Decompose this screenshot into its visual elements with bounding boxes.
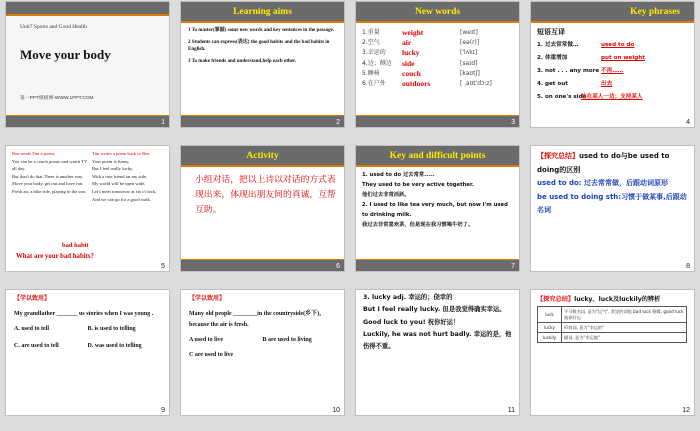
word-english: weight [402, 28, 424, 37]
options-row [14, 341, 161, 352]
word-chinese: 1.重量 [362, 29, 380, 36]
poem-line: But don't do that.There is another way. [12, 173, 84, 179]
slide-8-thumbnail[interactable] [530, 145, 695, 272]
summary-line-text: used to do与be used to doing的区别 [537, 152, 670, 174]
slide-top-band [6, 2, 169, 16]
phrase-question: 5. on one's side [537, 94, 587, 100]
exercise-tag: 【学以致用】 [189, 296, 226, 302]
activity-text: 小组对话，把以上诗以对话的方式表现出来，体现出朋友间的真诚，互帮互助。 [195, 175, 336, 215]
word-chinese: 2.空气 [362, 39, 380, 47]
word-english: side [402, 58, 415, 68]
word-english: couch [402, 68, 421, 78]
slide-number: 1 [161, 119, 165, 126]
phrase-answer: 不再…… [601, 68, 624, 74]
phrase-answer: 站在某人一边；支持某人 [581, 94, 643, 100]
word-phonetic: [saɪd] [460, 59, 478, 67]
poem-line: Let's meet tomorrow at six o'clock, [92, 188, 157, 194]
slide-footer-band [181, 259, 344, 271]
phrase-question: 4. get out [537, 81, 568, 87]
exercise [6, 290, 169, 356]
slide-number: 6 [336, 263, 340, 270]
inquiry-tag: 【探究总结】 [537, 296, 575, 303]
poem-line: Fresh air, a bike ride, playing in the sun. [12, 188, 86, 194]
slide-number: 3 [511, 119, 515, 126]
word-chinese: 3.幸运的 [362, 49, 386, 57]
table-cell-key: lucky [538, 323, 562, 333]
exercise-question: My grandfather _______ us stories when I was young . [14, 311, 154, 317]
table-cell-key: luckily [538, 333, 562, 343]
slide-number: 2 [336, 119, 340, 126]
phrase-row [531, 78, 694, 91]
option[interactable]: A used to live [189, 337, 224, 343]
slide-number: 10 [332, 407, 340, 414]
phrase-question: 3. not . . . any more [537, 68, 600, 74]
option[interactable]: B. is used to telling [87, 326, 136, 332]
key-point-line: 他们过去非常活跃。 [362, 192, 410, 198]
poem-line: And we can go for a good walk. [92, 196, 151, 202]
phrase-question: 1. 过去常常做… [537, 42, 579, 48]
slide-11-thumbnail[interactable] [355, 289, 520, 416]
slide-3-thumbnail[interactable] [355, 1, 520, 128]
summary-line: used to do: 过去常常做，后跟动词原形 [537, 179, 668, 187]
slide-number: 11 [507, 407, 515, 414]
exercise [181, 290, 344, 365]
option[interactable]: D. was used to telling [87, 343, 142, 349]
key-point-line: 1. used to do 过去常常..... [362, 172, 435, 178]
phrase-row [531, 39, 694, 52]
slide-2-thumbnail[interactable] [180, 1, 345, 128]
poem-line: But I feel really lucky. [92, 166, 134, 172]
word-chinese: 4.边；侧边 [362, 59, 392, 67]
word-row [356, 59, 519, 69]
options-row [14, 324, 161, 335]
slide-number: 4 [686, 119, 690, 126]
word-phonetic: [kaʊtʃ] [460, 69, 480, 77]
slide-5-thumbnail[interactable] [5, 145, 170, 272]
word-row [356, 38, 519, 48]
new-words-list [356, 23, 519, 89]
option[interactable]: C are used to live [189, 352, 234, 358]
word-chinese: 6.在户外 [362, 80, 386, 88]
inquiry-title [531, 290, 694, 303]
option[interactable]: B are used to living [262, 337, 312, 343]
aim-item: 2 Students can express(表达) the good habits and the bad habits in English. [188, 39, 330, 53]
key-points-text [356, 167, 519, 233]
key-point-line: 我过去非常喜欢茶，但是现在我习惯喝牛奶了。 [362, 222, 474, 228]
slide-footer-band [6, 115, 169, 127]
slide-header: Key phrases [531, 2, 694, 23]
slide-footer-band [181, 115, 344, 127]
word-row [356, 48, 519, 58]
option[interactable]: A. used to tell [14, 326, 49, 332]
unit-subtitle: Unit7 Sports and Good Health [20, 24, 87, 30]
word-phonetic: [eə(r)] [460, 39, 480, 47]
slide-number: 9 [161, 407, 165, 414]
slide-header: Learning aims [181, 2, 344, 23]
table-row [538, 323, 687, 333]
slide-header: Activity [181, 146, 344, 167]
word-phonetic: [ ˌaʊtˈdɔ:z] [460, 80, 492, 88]
inquiry-title-text: lucky、luck及luckily的辨析 [574, 296, 661, 303]
lucky-notes [356, 290, 519, 355]
exercise-tag: 【学以致用】 [14, 296, 51, 302]
table-row [538, 307, 687, 323]
table-cell-value: 副词, 意为"幸运地" [562, 333, 687, 343]
word-row [356, 28, 519, 38]
poem-tim [92, 150, 168, 203]
option[interactable]: C. are used to tell [14, 343, 59, 349]
slide-footer-band [356, 115, 519, 127]
slide-9-thumbnail[interactable] [5, 289, 170, 416]
options-row [189, 335, 336, 346]
key-point-line: They used to be very active together. [362, 182, 474, 188]
summary-tag: 【探究总结】 [537, 152, 579, 160]
table-cell-value: 不可数名词, 意为"运气", 常见的词组 bad luck 倒霉; good luck 祝你好运 [562, 307, 687, 323]
slide-number: 7 [511, 263, 515, 270]
summary-line [537, 150, 688, 177]
word-english: outdoors [402, 79, 431, 89]
slide-10-thumbnail[interactable] [180, 289, 345, 416]
word-english: lucky [402, 48, 420, 58]
word-chinese: 5.睡椅 [362, 69, 380, 77]
poem-line: Your poem is funny, [92, 158, 130, 164]
aim-item: 3 To make friends and understand,help each other. [188, 58, 297, 64]
slide-footer-band [356, 259, 519, 271]
phrase-row [531, 91, 694, 104]
poem-heading: Ben sends Tim a poem: [12, 151, 56, 156]
slide-number: 12 [682, 407, 690, 414]
word-phonetic: [weɪt] [460, 29, 478, 36]
phrase-question: 2. 体重增加 [537, 55, 568, 61]
phrase-list [531, 37, 694, 104]
note-line: But I feel really lucky. 但是我觉得确实幸运。 [363, 306, 506, 314]
note-line: 3. lucky adj. 幸运的；侥幸的 [363, 294, 453, 301]
slide-1-thumbnail[interactable] [5, 1, 170, 128]
slide-4-thumbnail[interactable] [530, 1, 695, 128]
poem-line: With a true friend on my side, [92, 173, 148, 179]
poem-heading: Tim writes a poem back to Ben [92, 151, 150, 156]
phrase-answer: put on weight [601, 55, 645, 61]
site-watermark: 第一PPT模板网-WWW.1PPT.COM [20, 96, 94, 101]
poem-ben [12, 150, 88, 196]
word-row [356, 79, 519, 89]
word-english: air [402, 38, 412, 48]
slide-header: Key and difficult points [356, 146, 519, 167]
poem-line: Move your body, get out and have fun. [12, 181, 84, 187]
summary-text [531, 146, 694, 222]
table-cell-key: luck [538, 307, 562, 323]
aims-list [181, 23, 344, 65]
slide-number: 8 [686, 263, 690, 270]
bad-habit-label: bad habit [62, 242, 89, 249]
slide-12-thumbnail[interactable] [530, 289, 695, 416]
slide-7-thumbnail[interactable] [355, 145, 520, 272]
poem-line: My world will be open wide, [92, 181, 146, 187]
slide-6-thumbnail[interactable] [180, 145, 345, 272]
phrase-answer: 出去 [601, 81, 613, 87]
word-row [356, 69, 519, 79]
phrase-subtitle: 短语互译 [537, 28, 565, 36]
exercise-question: Many old people ________in the countryside(乡下)， because the air is fresh. [189, 311, 326, 328]
note-line: Luckily, he was not hurt badly. 幸运的是，他伤得不重。 [363, 330, 512, 351]
note-line: Good luck to you! 祝你好运！ [363, 318, 460, 326]
slide-header: New words [356, 2, 519, 23]
bad-habit-question: What are your bad habits? [16, 253, 94, 260]
word-phonetic: ['lʌkɪ] [460, 49, 478, 57]
poem-line: You can be a couch potato and watch TV all day. [12, 158, 88, 172]
phrase-row [531, 52, 694, 65]
summary-line: be used to doing sth:习惯于做某事,后跟动名词 [537, 192, 687, 214]
slide-number: 5 [161, 263, 165, 270]
phrase-answer: used to do [601, 42, 635, 48]
table-cell-value: 形容词, 意为"幸运的" [562, 323, 687, 333]
key-point-line: 2. I used to like tea very much, but now I'm used to drinking milk. [362, 202, 508, 218]
phrase-row [531, 65, 694, 78]
table-row [538, 333, 687, 343]
aim-item: 1 To master(掌握) some new words and key sentences in the passage. [188, 28, 335, 33]
comparison-table [537, 306, 687, 343]
slide-title: Move your body [20, 47, 111, 62]
